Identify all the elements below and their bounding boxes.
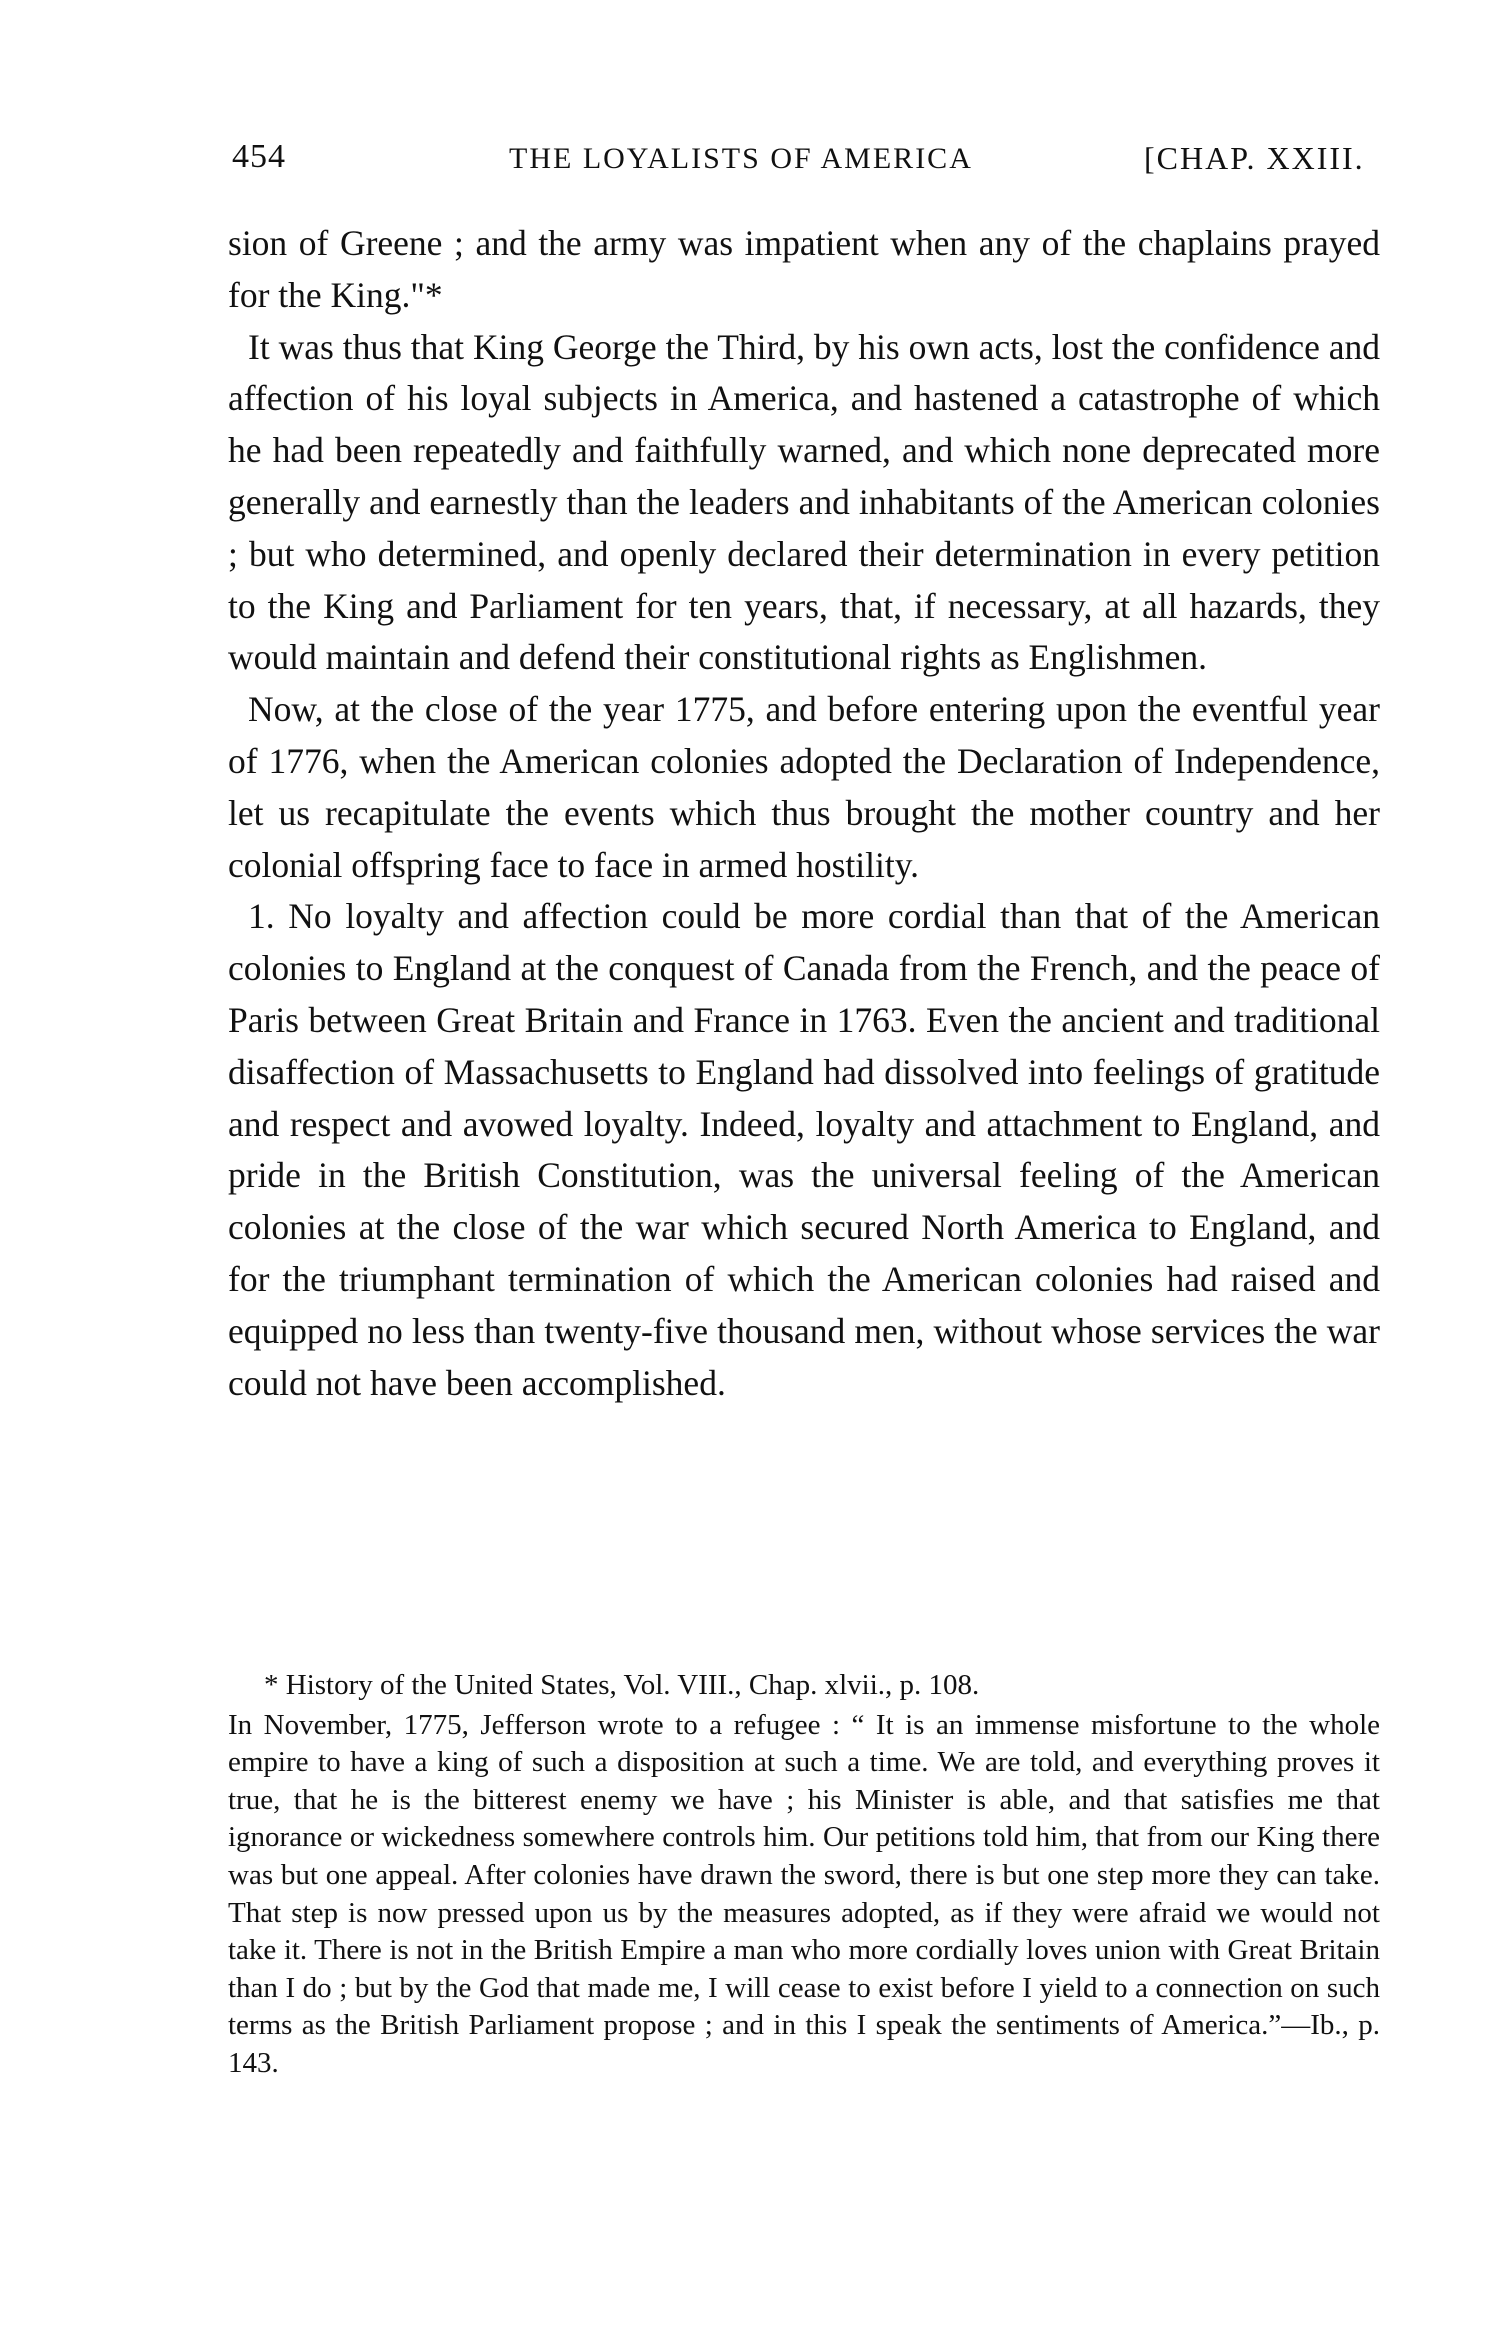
paragraph: Now, at the close of the year 1775, and before entering upon the eventful year of 1776, when the American colonies adopted the Declaration of Independence, let us recapitulate the events which thus brought the mother country and her colonial offspring face to face in armed hostility.: [228, 689, 1380, 885]
page-number: 454: [232, 138, 286, 175]
paragraph: 1. No loyalty and affection could be more cordial than that of the American colonies to England at the conquest of Canada from the French, and the peace of Paris between Great Britain and France in 1763. Even the ancient and traditional disaffection of Massachusetts to England had dissolved into feelings of gratitude and respect and avowed loyalty. Indeed, loyalty and attachment to England, and pride in the British Constitution, was the universal feeling of the American colonies at the close of the war which secured North America to England, and for the triumphant termination of which the American colonies had raised and equipped no less than twenty-five thousand men, without whose services the war could not have been accomplished.: [228, 896, 1380, 1403]
running-head: [232, 138, 1382, 188]
running-title: THE LOYALISTS OF AMERICA: [509, 142, 973, 175]
footnote-quotation: In November, 1775, Jefferson wrote to a refugee : “ It is an immense misfortune to the whole empire to have a king of such a disposition at such a time. We are told, and everything proves it true, that he is the bitterest enemy we have ; his Minister is able, and that satisfies me that ignorance or wickedness somewhere controls him. Our petitions told him, that from our King there was but one appeal. After colonies have drawn the sword, there is but one step more they can take. That step is now pressed upon us by the measures adopted, as if they were afraid we would not take it. There is not in the British Empire a man who more cordially loves union with Great Britain than I do ; but by the God that made me, I will cease to exist before I yield to a connection on such terms as the British Parliament propose ; and in this I speak the sentiments of America.”—Ib., p. 143.: [228, 1708, 1380, 2079]
main-text: [228, 218, 1380, 1409]
paragraph: It was thus that King George the Third, by his own acts, lost the confidence and affection of his loyal subjects in America, and hastened a catastrophe of which he had been repeatedly and faithfully warned, and which none deprecated more generally and earnestly than the leaders and inhabitants of the American colonies ; but who determined, and openly declared their determination in every petition to the King and Parliament for ten years, that, if necessary, at all hazards, they would maintain and defend their constitutional rights as Englishmen.: [228, 326, 1380, 678]
footnotes: [228, 1667, 1380, 2083]
footnote-citation: * History of the United States, Vol. VIII., Chap. xlvii., p. 108.: [264, 1669, 980, 1701]
chapter-label: [CHAP. XXIII.: [1144, 140, 1365, 176]
paragraph-continuation: sion of Greene ; and the army was impatient when any of the chaplains prayed for the King."*: [228, 223, 1380, 315]
